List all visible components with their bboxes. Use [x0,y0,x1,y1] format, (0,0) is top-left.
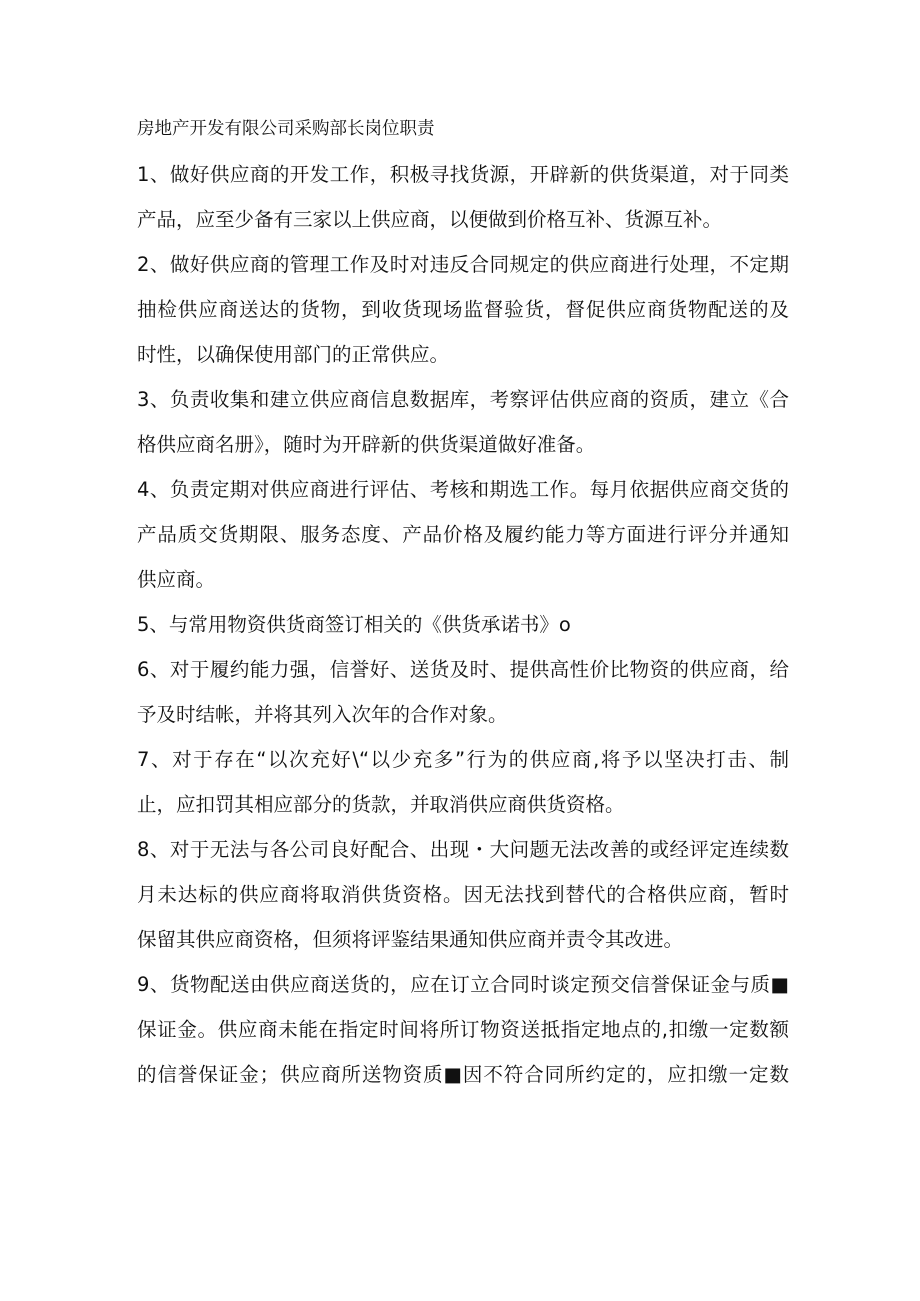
paragraph-line: 时性，以确保使用部门的正常供应。 [137,343,450,366]
paragraph-9 [137,962,789,1097]
paragraph-3 [137,377,789,467]
paragraph-line: 保证金。供应商未能在指定时间将所订物资送抵指定地点的,扣缴一定数额 [137,1018,789,1041]
paragraph-line: 产品质交货期限、服务态度、产品价格及履约能力等方面进行评分并通知 [137,523,789,546]
paragraph-line: 保留其供应商资格，但须将评鉴结果通知供应商并责令其改进。 [137,928,684,951]
document-title: 房地产开发有限公司采购部长岗位职责 [137,119,435,139]
paragraph-line: 1、做好供应商的开发工作，积极寻找货源，开辟新的供货渠道，对于同类 [137,163,789,186]
paragraph-6 [137,647,789,737]
paragraph-line: 2、做好供应商的管理工作及时对违反合同规定的供应商进行处理，不定期 [137,253,789,276]
paragraph-line: 4、负责定期对供应商进行评估、考核和期选工作。每月依据供应商交货的 [137,478,789,501]
paragraph-line: 8、对于无法与各公司良好配合、出现・大问题无法改善的或经评定连续数 [137,838,789,861]
paragraph-line: 9、货物配送由供应商送货的，应在订立合同时谈定预交信誉保证金与质■ [137,973,789,996]
paragraph-1 [137,152,789,242]
paragraph-5 [137,602,789,647]
document-body [137,106,789,1097]
paragraph-line: 7、对于存在“以次充好\“以少充多”行为的供应商,将予以坚决打击、制 [137,748,789,771]
paragraph-7 [137,737,789,827]
paragraph-line: 5、与常用物资供货商签订相关的《供货承诺书》o [137,613,571,636]
paragraph-line: 6、对于履约能力强，信誉好、送货及时、提供高性价比物资的供应商，给 [137,658,789,681]
paragraph-line: 的信誉保证金；供应商所送物资质■因不符合同所约定的，应扣缴一定数 [137,1063,789,1086]
paragraph-line: 止，应扣罚其相应部分的货款，并取消供应商供货资格。 [137,793,625,816]
paragraph-8 [137,827,789,962]
paragraph-line: 供应商。 [137,568,216,591]
paragraph-4 [137,467,789,602]
paragraph-line: 月未达标的供应商将取消供货资格。因无法找到替代的合格供应商，暂时 [137,883,789,906]
paragraph-2 [137,242,789,377]
paragraph-line: 予及时结帐，并将其列入次年的合作对象。 [137,703,508,726]
paragraph-line: 3、负责收集和建立供应商信息数据库，考察评估供应商的资质，建立《合 [137,388,789,411]
paragraph-line: 格供应商名册》，随时为开辟新的供货渠道做好准备。 [137,433,596,456]
paragraph-line: 抽检供应商送达的货物，到收货现场监督验货，督促供应商货物配送的及 [137,298,789,321]
paragraph-line: 产品，应至少备有三家以上供应商，以便做到价格互补、货源互补。 [137,208,723,231]
